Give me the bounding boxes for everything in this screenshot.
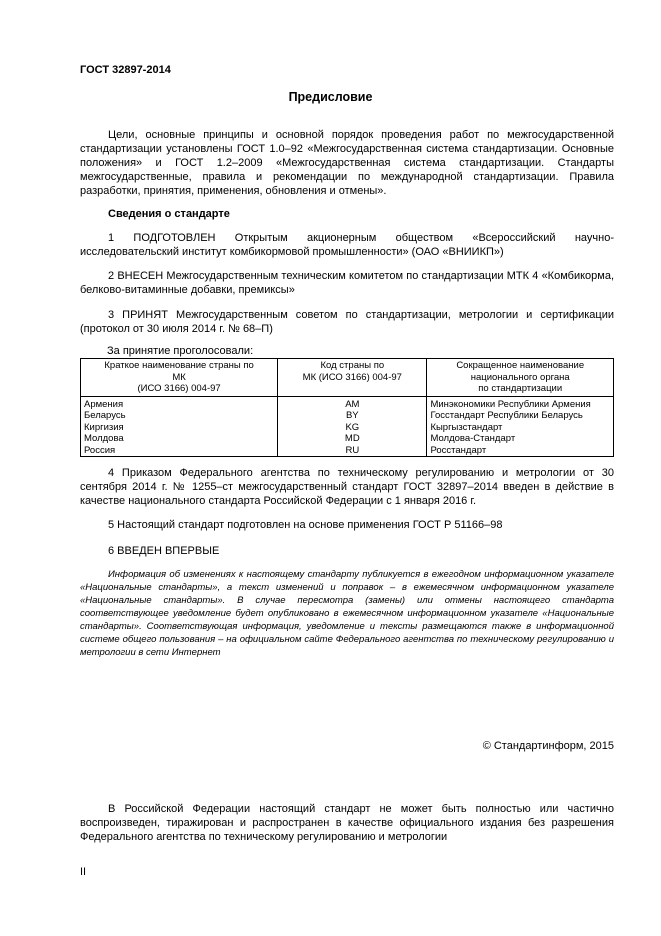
standards-body: Кыргызстандарт xyxy=(427,422,614,434)
header-country xyxy=(81,359,278,397)
standards-body: Минэкономики Республики Армения xyxy=(427,396,614,410)
item-1-prepared: 1 ПОДГОТОВЛЕН Открытым акционерным обществом «Всероссийский научно-исследовательский институт комбикормовой промышленности» (ОАО «ВНИИКП») xyxy=(80,232,614,258)
country-code: RU xyxy=(278,445,427,457)
footer-note: В Российской Федерации настоящий стандарт не может быть полностью или частично воспроизведен, тиражирован и распространен в качестве официального издания без разрешения Федерального агентства по техническому регулированию и метрологии xyxy=(80,803,614,843)
item-4-order: 4 Приказом Федерального агентства по техническому регулированию и метрологии от 30 сентября 2014 г. № 1255–ст межгосударственный стандарт ГОСТ 32897–2014 введен в действие в качестве национального стандарта Российской Федерации с 1 января 2016 г. xyxy=(80,467,614,507)
header-country-line: МК xyxy=(172,371,186,383)
country-name: Киргизия xyxy=(81,422,278,434)
header-code xyxy=(278,359,427,397)
country-code: MD xyxy=(278,433,427,445)
header-country-line: Краткое наименование страны по xyxy=(104,360,254,371)
country-code: AM xyxy=(278,396,427,410)
table-row xyxy=(81,433,614,445)
header-body xyxy=(427,359,614,397)
standards-body: Молдова-Стандарт xyxy=(427,433,614,445)
copyright: © Стандартинформ, 2015 xyxy=(482,740,614,752)
vote-label: За принятие проголосовали: xyxy=(107,345,254,357)
page-title: Предисловие xyxy=(288,90,373,104)
header-country-line: (ИСО 3166) 004-97 xyxy=(137,383,221,394)
header-code-line: Код страны по xyxy=(320,360,385,371)
country-name: Беларусь xyxy=(81,410,278,422)
item-2-introduced: 2 ВНЕСЕН Межгосударственным техническим комитетом по стандартизации МТК 4 «Комбикорма, белково-витаминные добавки, премиксы» xyxy=(80,270,614,296)
item-6-introduced-first: 6 ВВЕДЕН ВПЕРВЫЕ xyxy=(108,545,220,557)
country-name: Россия xyxy=(81,445,278,457)
table-row xyxy=(81,445,614,457)
country-code: BY xyxy=(278,410,427,422)
table-row xyxy=(81,422,614,434)
header-code-line: МК (ИСО 3166) 004-97 xyxy=(302,371,402,383)
item-5-basis: 5 Настоящий стандарт подготовлен на основе применения ГОСТ Р 51166–98 xyxy=(108,519,503,531)
header-body-line: национального органа xyxy=(470,371,570,383)
country-name: Молдова xyxy=(81,433,278,445)
intro-paragraph: Цели, основные принципы и основной порядок проведения работ по межгосударственной стандартизации установлены ГОСТ 1.0–92 «Межгосударственная система стандартизации. Основные положения» и ГОСТ 1.2–2009 «Межгосударственная система стандартизации. Стандарты межгосударственные, правила и рекомендации по международной стандартизации. Правила разработки, принятия, применения, обновления и отмены». xyxy=(80,129,614,197)
item-3-adopted: 3 ПРИНЯТ Межгосударственным советом по стандартизации, метрологии и сертификации (протокол от 30 июля 2014 г. № 68–П) xyxy=(80,309,614,335)
standards-body: Госстандарт Республики Беларусь xyxy=(427,410,614,422)
info-note: Информация об изменениях к настоящему стандарту публикуется в ежегодном информационном указателе «Национальные стандарты», а текст изменений и поправок – в ежемесячном информационном указателе «Национальные стандарты». В случае пересмотра (замены) или отмены настоящего стандарта соответствующее уведомление будет опубликовано в ежемесячном информационном указателе «Национальные стандарты». Соответствующая информация, уведомление и тексты размещаются также в информационной системе общего пользования – на официальном сайте Федерального агентства по техническому регулированию и метрологии в сети Интернет xyxy=(80,569,614,658)
standards-body: Росстандарт xyxy=(427,445,614,457)
country-name: Армения xyxy=(81,396,278,410)
country-code: KG xyxy=(278,422,427,434)
header-body-line: Сокращенное наименование xyxy=(456,360,585,371)
vote-table xyxy=(80,358,614,457)
header-body-line: по стандартизации xyxy=(478,383,563,394)
table-row xyxy=(81,396,614,410)
page-number: II xyxy=(80,866,87,878)
document-id: ГОСТ 32897-2014 xyxy=(80,64,171,76)
section-title: Сведения о стандарте xyxy=(108,208,230,220)
vote-table-header xyxy=(81,359,614,397)
table-row xyxy=(81,410,614,422)
